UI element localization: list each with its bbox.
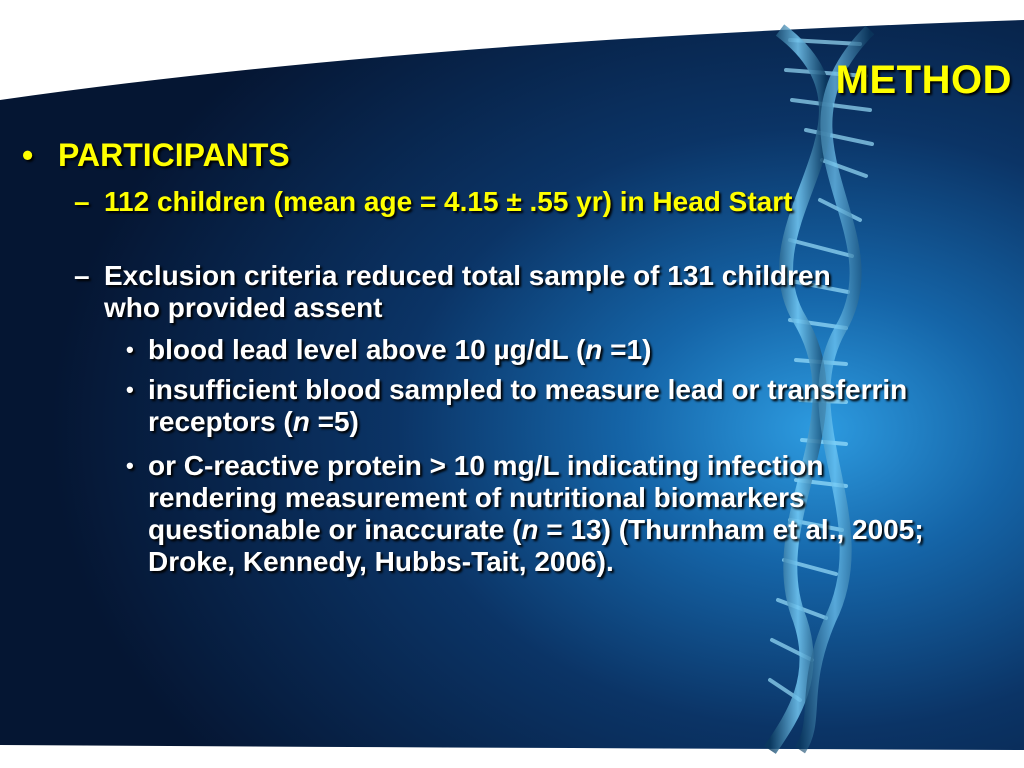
text-run: insufficient blood sampled to measure lead or transferrin receptors (: [148, 374, 908, 437]
italic-n: n: [521, 514, 539, 545]
item-text: Exclusion criteria reduced total sample of 131 children who provided assent: [104, 260, 831, 323]
dot-marker: •: [126, 453, 134, 478]
list-item: [74, 260, 874, 324]
bullet-marker: •: [22, 137, 34, 173]
sub-list-item: [126, 450, 926, 578]
slide-title: METHOD: [835, 58, 1012, 102]
text-run: =1): [602, 334, 652, 365]
dot-marker: •: [126, 377, 134, 402]
dot-marker: •: [126, 337, 134, 362]
sub-item-text: [148, 450, 926, 578]
text-run: or C-reactive protein > 10 mg/L indicating infection rendering measurement of nutritional biomarkers questionable or inaccurate (: [148, 450, 824, 545]
dash-marker: –: [74, 186, 90, 217]
sub-list-item: [126, 374, 926, 438]
italic-n: n: [585, 334, 603, 365]
list-item: [74, 186, 874, 218]
italic-n: n: [292, 406, 310, 437]
text-run: =5): [309, 406, 359, 437]
sub-item-text: [148, 374, 926, 438]
item-text: 112 children (mean age = 4.15 ± .55 yr) in Head Start: [104, 186, 793, 217]
dash-marker: –: [74, 260, 90, 291]
sub-item-text: [148, 334, 926, 366]
text-run: blood lead level above 10 µg/dL (: [148, 334, 586, 365]
participants-heading: PARTICIPANTS: [58, 137, 290, 173]
sub-list-item: [126, 334, 926, 366]
text-run: = 13) (Thurnham et al., 2005; Droke, Kennedy, Hubbs-Tait, 2006).: [148, 514, 924, 577]
